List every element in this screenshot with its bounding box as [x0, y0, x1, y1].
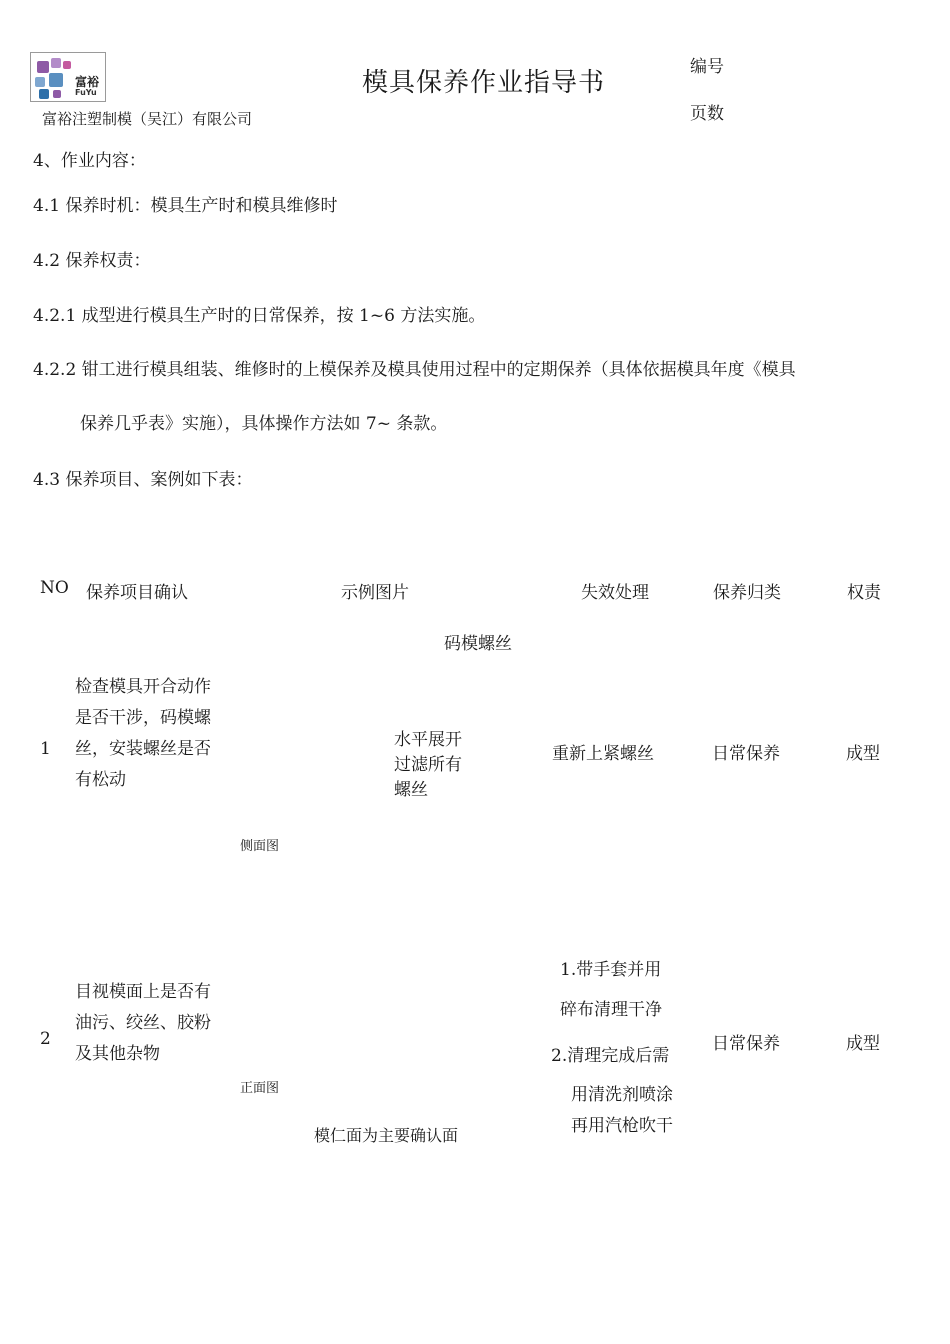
image-caption: 正面图 [240, 1081, 280, 1096]
header-category: 保养归类 [713, 583, 781, 603]
header-owner: 权责 [847, 583, 881, 603]
logo-text: 富裕 [75, 75, 100, 89]
failure-action-line: 再用汽枪吹干 [571, 1116, 673, 1136]
page-label: 页数 [690, 104, 724, 124]
row-number: 1 [40, 739, 51, 759]
failure-action-line: 用清洗剂喷涂 [571, 1085, 673, 1105]
company-logo [30, 52, 106, 102]
header-action: 失效处理 [581, 583, 649, 603]
logo-square-icon [49, 73, 63, 87]
header-example-image: 示例图片 [341, 583, 409, 603]
check-item: 检查模具开合动作是否干涉，码模螺丝，安装螺丝是否有松动 [75, 677, 211, 790]
image-note: 模仁面为主要确认面 [314, 1126, 459, 1145]
section-4-2-2-continued: 保养几乎表》实施），具体操作方法如 7~ 条款。 [80, 414, 448, 434]
document-title: 模具保养作业指导书 [362, 68, 606, 98]
number-label: 编号 [690, 57, 724, 77]
logo-subtext: FuYu [75, 88, 97, 97]
logo-square-icon [53, 90, 61, 98]
section-4-3: 4.3 保养项目、案例如下表： [33, 470, 253, 490]
failure-action-line: 碎布清理干净 [560, 1000, 662, 1020]
logo-square-icon [51, 58, 61, 68]
logo-square-icon [35, 77, 45, 87]
check-item: 目视模面上是否有油污、绞丝、胶粉及其他杂物 [75, 982, 211, 1064]
responsibility: 成型 [846, 744, 880, 764]
header-no: NO [40, 578, 69, 598]
failure-action-line: 1.带手套并用 [560, 960, 662, 980]
section-heading: 4、作业内容： [33, 151, 146, 171]
section-4-2-1: 4.2.1 成型进行模具生产时的日常保养，按 1~6 方法实施。 [33, 306, 486, 326]
failure-action: 重新上紧螺丝 [552, 744, 654, 764]
image-note: 水平展开过滤所有螺丝 [394, 730, 462, 800]
logo-square-icon [39, 89, 49, 99]
maintenance-category: 日常保养 [712, 744, 780, 764]
company-name: 富裕注塑制模（吴江）有限公司 [42, 110, 253, 128]
logo-square-icon [37, 61, 49, 73]
logo-square-icon [63, 61, 71, 69]
failure-action-line: 2.清理完成后需 [551, 1046, 670, 1066]
maintenance-category: 日常保养 [712, 1034, 780, 1054]
section-4-2: 4.2 保养权责： [33, 251, 151, 271]
section-4-1: 4.1 保养时机：模具生产时和模具维修时 [33, 196, 338, 216]
row-number: 2 [40, 1029, 51, 1049]
section-4-2-2: 4.2.2 钳工进行模具组装、维修时的上模保养及模具使用过程中的定期保养（具体依据模具年度《模具 [33, 360, 796, 380]
header-check: 保养项目确认 [86, 583, 188, 603]
image-title: 码模螺丝 [444, 634, 512, 654]
image-caption: 侧面图 [240, 839, 280, 854]
responsibility: 成型 [846, 1034, 880, 1054]
